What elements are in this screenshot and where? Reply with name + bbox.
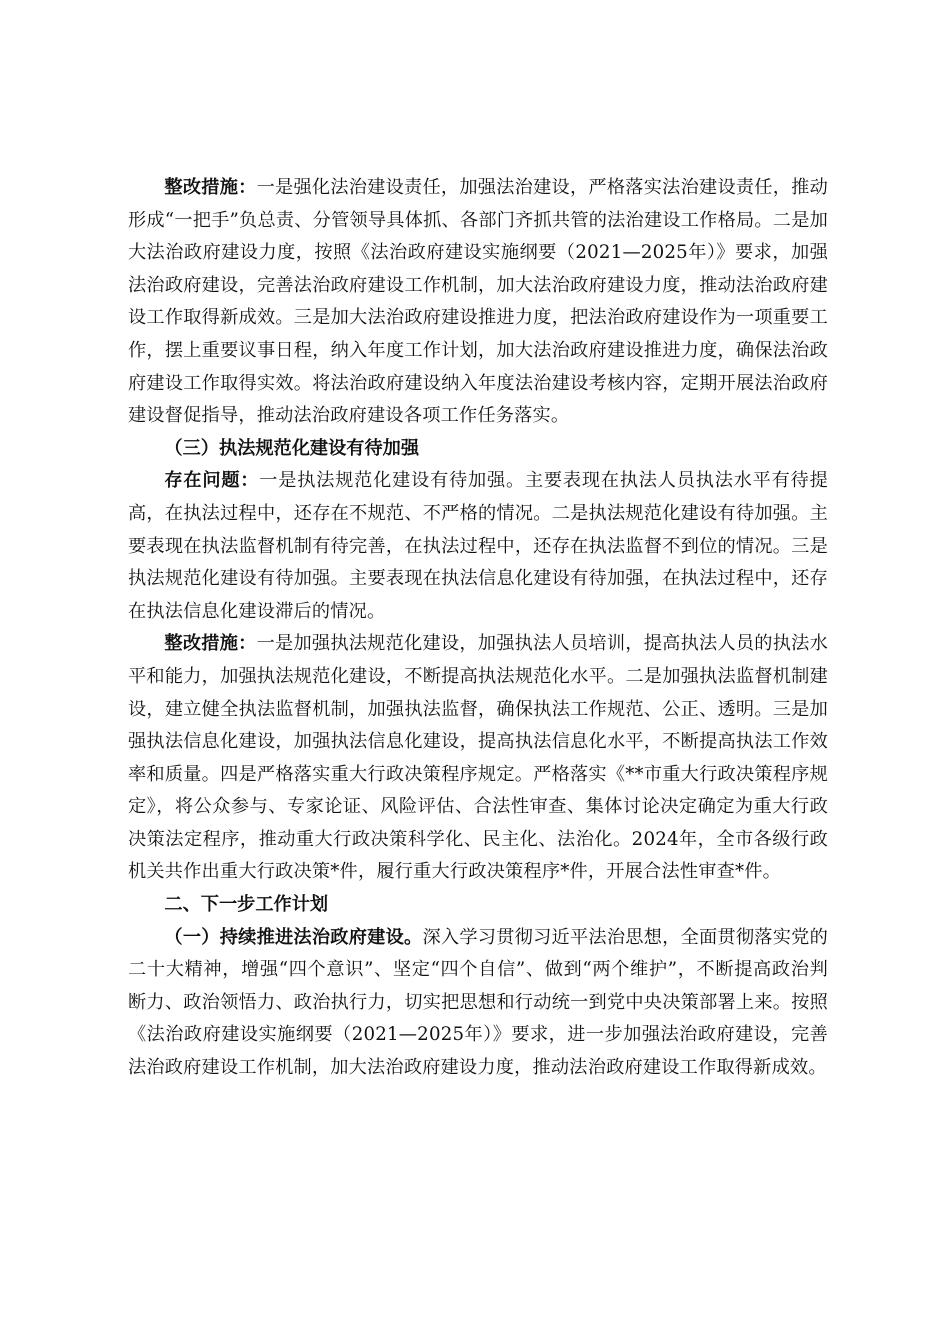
section-heading-law-enforcement: （三）执法规范化建设有待加强 — [164, 437, 420, 459]
paragraph-text: 一是强化法治建设责任，加强法治建设，严格落实法治建设责任，推动形成“一把手”负总责、分管领导具体抓、各部门齐抓共管的法治建设工作格局。二是加大法治政府建设力度，按照《法治政府建设实施纲要（2021—2025年）》要求，加强法治政府建设，完善法治政府建设工作机制，加大法治政府建设力度，推动法治政府建设工作取得新成效。三是加大法治政府建设推进力度，把法治政府建设作为一项重要工作，摆上重要议事日程，纳入年度工作计划，加大法治政府建设推进力度，确保法治政府建设工作取得实效。将法治政府建设纳入年度法治建设考核内容，定期开展法治政府建设督促指导，推动法治政府建设各项工作任务落实。 — [128, 177, 828, 427]
paragraph-lead: （一）持续推进法治政府建设。 — [164, 926, 423, 948]
existing-problems-paragraph — [128, 465, 828, 628]
paragraph-text: 一是执法规范化建设有待加强。主要表现在执法人员执法水平有待提高，在执法过程中，还存在不规范、不严格的情况。二是执法规范化建设有待加强。主要表现在执法监督机制有待完善，在执法过程中，还存在执法监督不到位的情况。三是执法规范化建设有待加强。主要表现在执法信息化建设有待加强，在执法过程中，还存在执法信息化建设滞后的情况。 — [128, 470, 828, 622]
paragraph-lead: 存在问题： — [164, 470, 260, 492]
rectification-measures-paragraph-1 — [128, 172, 828, 433]
paragraph-lead: 整改措施： — [164, 633, 257, 655]
section-heading-next-steps: 二、下一步工作计划 — [164, 894, 329, 916]
rectification-measures-paragraph-2 — [128, 628, 828, 889]
paragraph-text: 深入学习贯彻习近平法治思想，全面贯彻落实党的二十大精神，增强“四个意识”、坚定“四个自信”、做到“两个维护”，不断提高政治判断力、政治领悟力、政治执行力，切实把思想和行动统一到党中央决策部署上来。按照《法治政府建设实施纲要（2021—2025年）》要求，进一步加强法治政府建设，完善法治政府建设工作机制，加大法治政府建设力度，推动法治政府建设工作取得新成效。 — [128, 926, 828, 1079]
paragraph-text: 一是加强执法规范化建设，加强执法人员培训，提高执法人员的执法水平和能力，加强执法规范化建设，不断提高执法规范化水平。二是加强执法监督机制建设，建立健全执法监督机制，加强执法监督，确保执法工作规范、公正、透明。三是加强执法信息化建设，加强执法信息化建设，提高执法信息化水平，不断提高执法工作效率和质量。四是严格落实重大行政决策程序规定。严格落实《**市重大行政决策程序规定》，将公众参与、专家论证、风险评估、合法性审查、集体讨论决定确定为重大行政决策法定程序，推动重大行政决策科学化、民主化、法治化。2024年，全市各级行政机关共作出重大行政决策*件，履行重大行政决策程序*件，开展合法性审查*件。 — [128, 633, 828, 883]
paragraph-lead: 整改措施： — [164, 177, 257, 198]
next-step-paragraph-1 — [128, 922, 828, 1085]
document-body — [128, 172, 828, 1085]
